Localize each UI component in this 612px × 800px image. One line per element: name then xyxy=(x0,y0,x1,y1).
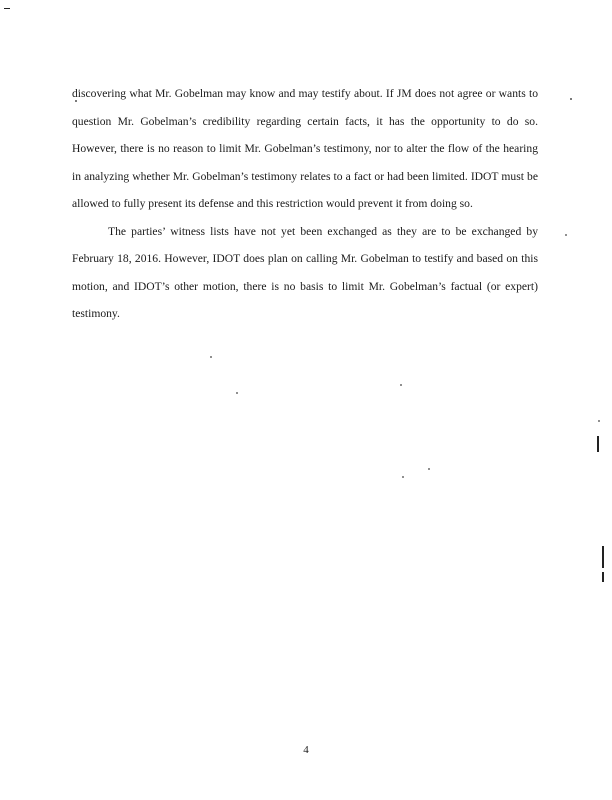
scan-dot-5 xyxy=(236,392,238,394)
scan-dot-1 xyxy=(75,100,77,102)
document-body xyxy=(72,80,538,328)
scan-dot-4 xyxy=(400,384,402,386)
scan-mark-top-left xyxy=(4,8,10,9)
scan-dot-8 xyxy=(565,234,567,236)
paragraph-continued: discovering what Mr. Gobelman may know and may testify about. If JM does not agree or wants to question Mr. Gobelman’s credibility regarding certain facts, it has the opportunity to do so. However, there is no reason to limit Mr. Gobelman’s testimony, nor to alter the flow of the hearing in analyzing whether Mr. Gobelman’s testimony relates to a fact or had been limited. IDOT must be allowed to fully present its defense and this restriction would prevent it from doing so. xyxy=(72,87,538,210)
paragraph-witness-lists: The parties’ witness lists have not yet been exchanged as they are to be exchanged by February 18, 2016. However, IDOT does plan on calling Mr. Gobelman to testify and based on this motion, and IDOT’s other motion, there is no basis to limit Mr. Gobelman’s factual (or expert) testimony. xyxy=(72,224,538,320)
page-number: 4 xyxy=(303,744,309,756)
scan-dot-7 xyxy=(402,476,404,478)
scan-mark-right-2 xyxy=(602,546,604,568)
scan-dot-6 xyxy=(428,468,430,470)
scan-mark-right-1 xyxy=(597,436,599,452)
scan-dot-3 xyxy=(210,356,212,358)
scan-dot-2 xyxy=(570,98,572,100)
scan-mark-right-3 xyxy=(602,572,604,582)
scan-dot-9 xyxy=(598,420,600,422)
